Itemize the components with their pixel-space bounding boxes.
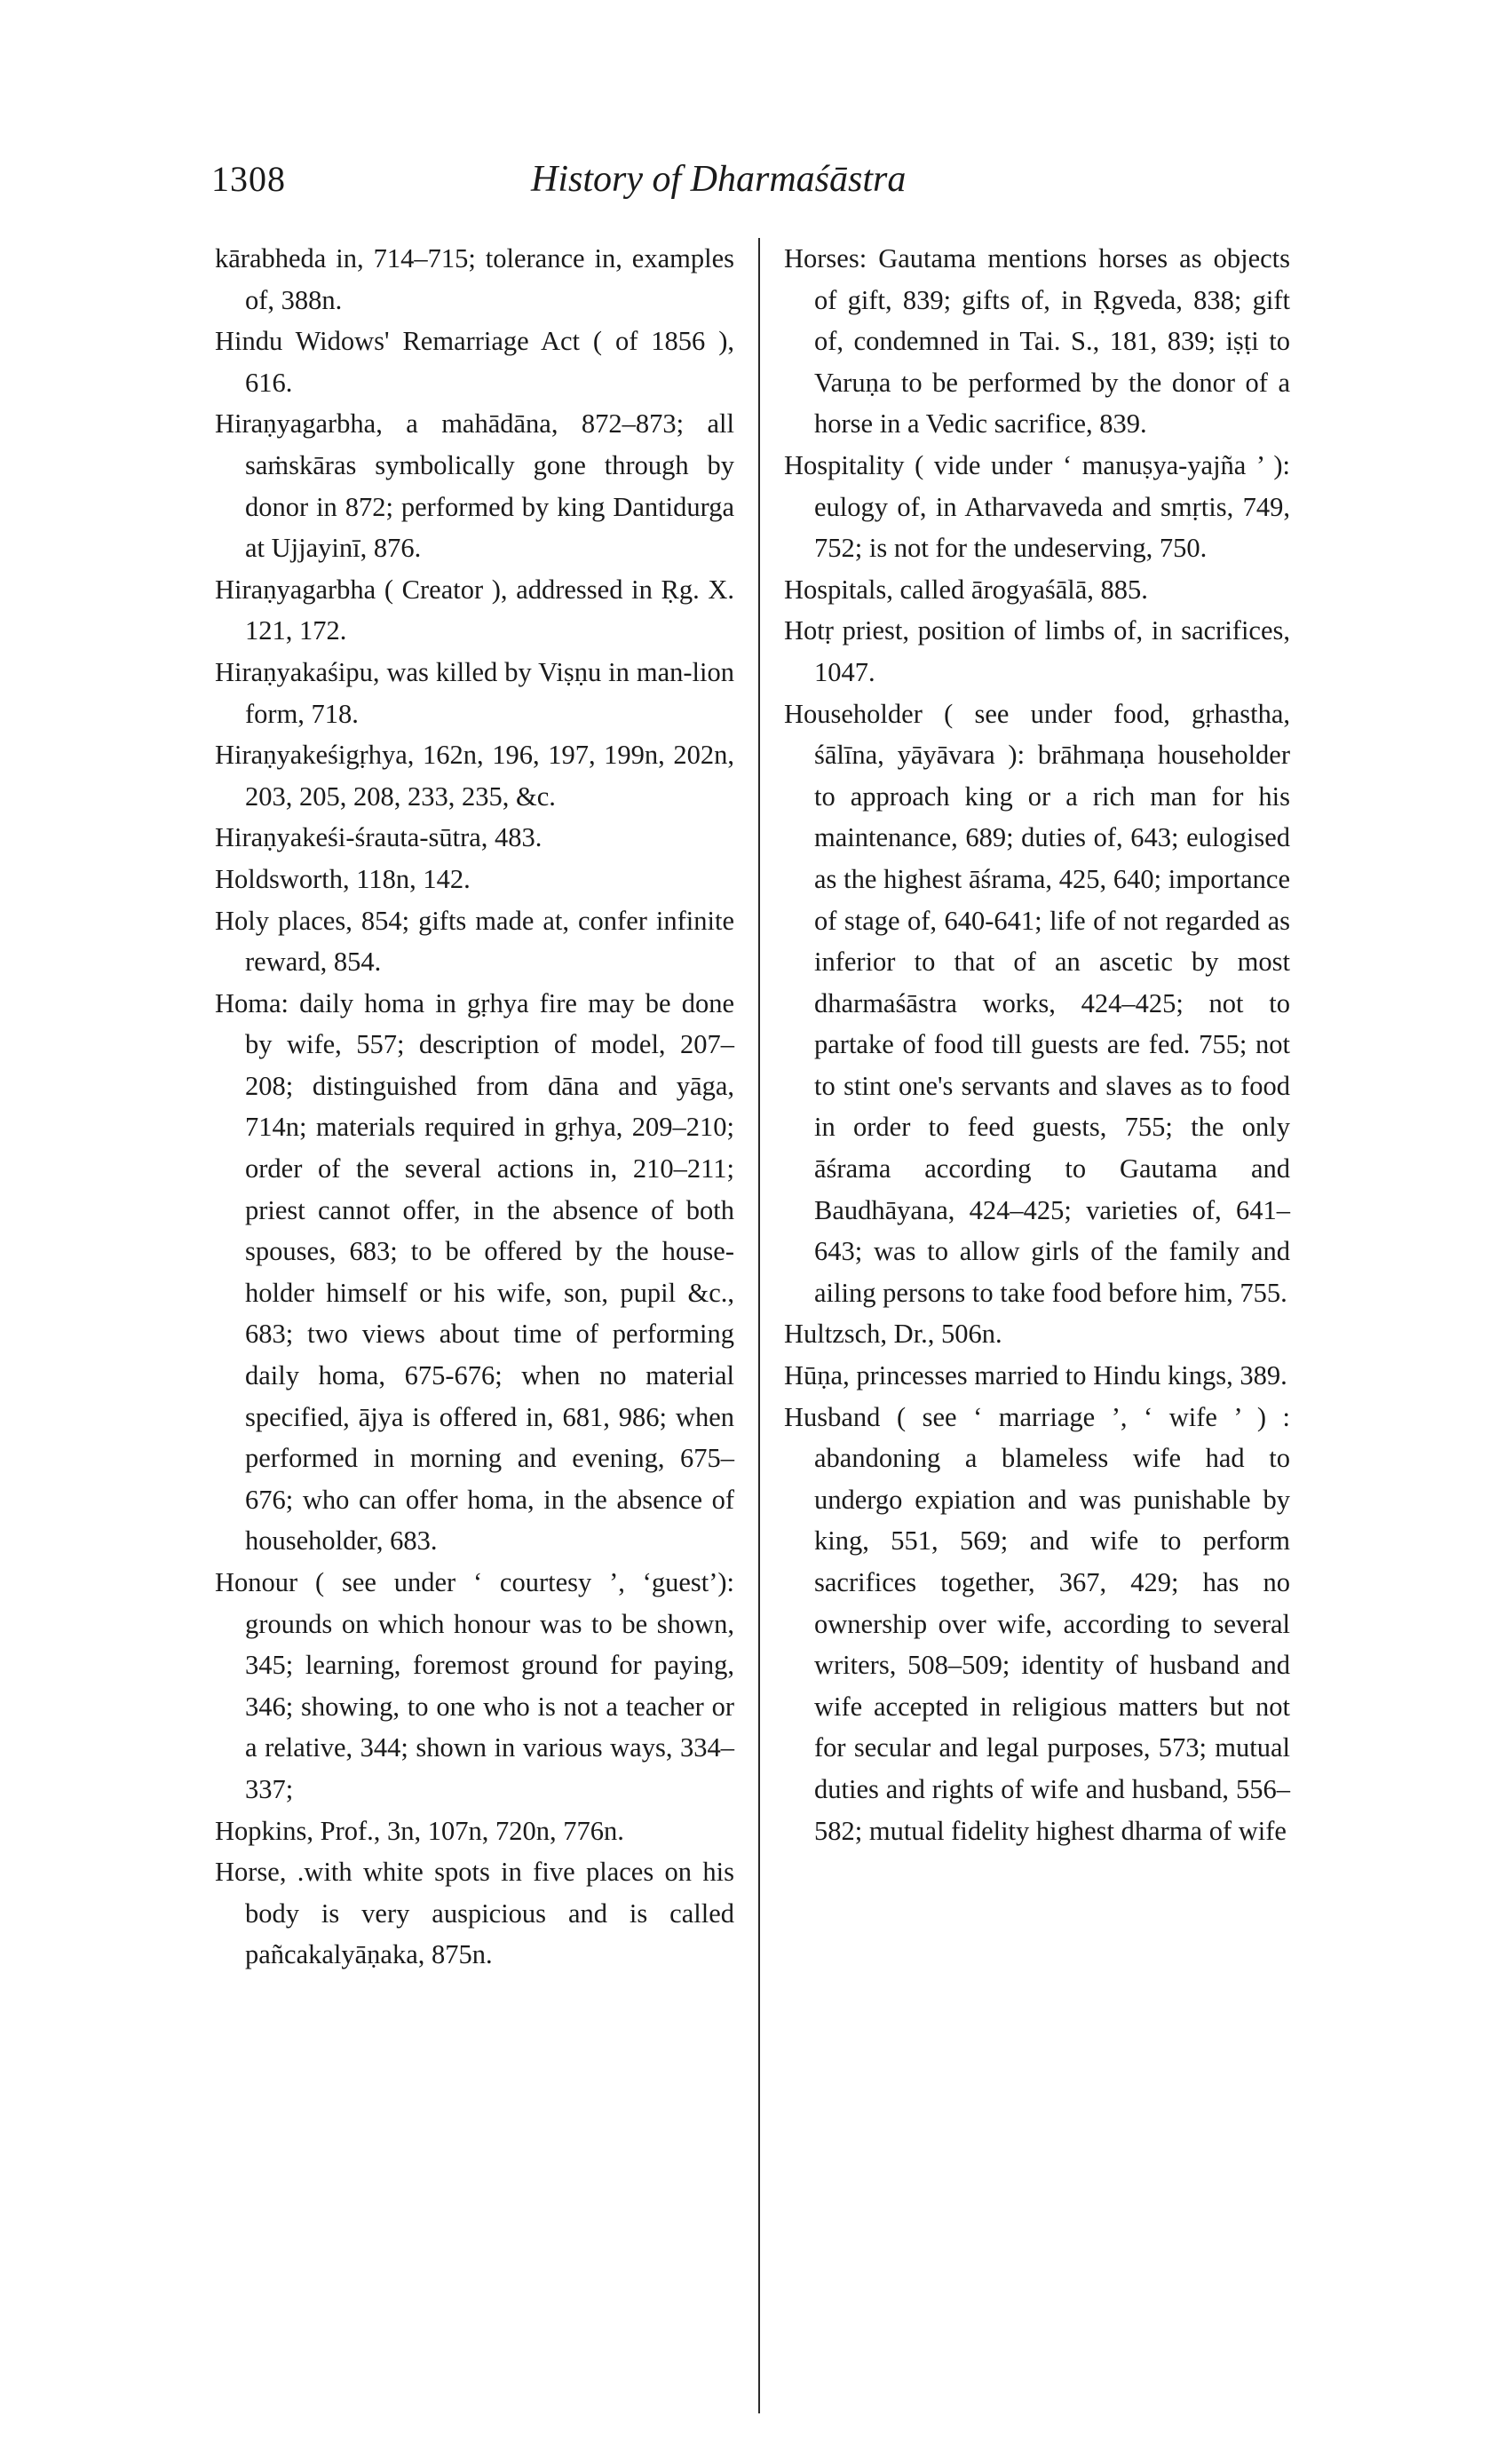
index-entry: Hotṛ priest, position of limbs of, in sacrifices, 1047. (784, 615, 1290, 687)
index-entry: Householder ( see under food, gṛhastha, śālīna, yāyāvara ): brāhmaṇa householder to approach king or a rich man for his maintenance, 689; duties of, 643; eulogised as the highest āśrama, 425, 640; importance of stage of, 640-641; life of not regarded as inferior to that of an ascetic by most dharmaśāstra works, 424–425; not to partake of food till guests are fed. 755; not to stint one's servants and slaves as to food in order to feed guests, 755; the only āśrama according to Gautama and Baudhāyana, 424–425; varieties of, 641–643; was to allow girls of the family and ailing persons to take food before him, 755. (784, 698, 1290, 1308)
index-entry: Hūṇa, princesses married to Hindu kings, 389. (784, 1360, 1287, 1391)
index-entry: Hiraṇyakeśigṛhya, 162n, 196, 197, 199n, 202n, 203, 205, 208, 233, 235, &c. (215, 740, 734, 812)
running-title: History of Dharmaśāstra (531, 159, 907, 200)
index-entry: Husband ( see ‘ marriage ’, ‘ wife ’ ) : abandoning a blameless wife had to undergo expiation and was punishable by king, 551, 569; and wife to perform sacrifices together, 367, 429; has no ownership over wife, according to several writers, 508–509; identity of husband and wife accepted in religious matters but not for secular and legal purposes, 573; mutual duties and rights of wife and husband, 556–582; mutual fidelity highest dharma of wife (784, 1401, 1290, 1846)
column-divider (758, 238, 760, 2413)
index-entry: Honour ( see under ‘ courtesy ’, ‘guest’): grounds on which honour was to be shown, 345; learning, foremost ground for paying, 346; showing, to one who is not a teacher or a relative, 344; shown in various ways, 334–337; (215, 1567, 734, 1804)
index-entry: Hiraṇyagarbha ( Creator ), addressed in Ṛg. X. 121, 172. (215, 574, 734, 646)
index-entry: Hiraṇyakeśi-śrauta-sūtra, 483. (215, 822, 543, 853)
index-entry: Hiraṇyakaśipu, was killed by Viṣṇu in man-lion form, 718. (215, 656, 734, 729)
index-column-right (784, 238, 1290, 1851)
index-entry: Hospitals, called ārogyaśālā, 885. (784, 574, 1148, 605)
index-entry: kārabheda in, 714–715; tolerance in, examples of, 388n. (215, 243, 734, 315)
index-entry: Hospitality ( vide under ‘ manuṣya-yajña ’ ): eulogy of, in Atharvaveda and smṛtis, 749, 752; is not for the undeserving, 750. (784, 449, 1290, 564)
index-entry: Homa: daily homa in gṛhya fire may be done by wife, 557; description of model, 207–208; distinguished from dāna and yāga, 714n; materials required in gṛhya, 209–210; order of the several actions in, 210–211; priest cannot offer, in the absence of both spouses, 683; to be offered by the house-holder himself or his wife, son, pupil &c., 683; two views about time of performing daily homa, 675-676; when no material specified, ājya is offered in, 681, 986; when performed in morning and evening, 675–676; who can offer homa, in the absence of householder, 683. (215, 987, 734, 1557)
index-entry: Horse, .with white spots in five places on his body is very auspicious and is called pañcakalyāṇaka, 875n. (215, 1857, 734, 1970)
index-entry: Holdsworth, 118n, 142. (215, 863, 471, 894)
index-entry: Hindu Widows' Remarriage Act ( of 1856 ), 616. (215, 326, 734, 398)
index-entry: Hiraṇyagarbha, a mahādāna, 872–873; all saṁskāras symbolically gone through by donor in 872; performed by king Dantidurga at Ujjayinī, 876. (215, 408, 734, 564)
index-entry: Holy places, 854; gifts made at, confer infinite reward, 854. (215, 905, 734, 978)
page-number: 1308 (211, 159, 286, 199)
running-head (211, 158, 1277, 211)
index-entry: Hultzsch, Dr., 506n. (784, 1319, 1002, 1350)
index-entry: Horses: Gautama mentions horses as objects of gift, 839; gifts of, in Ṛgveda, 838; gift of, condemned in Tai. S., 181, 839; iṣṭi to Varuṇa to be performed by the donor of a horse in a Vedic sacrifice, 839. (784, 243, 1290, 440)
index-column-left (215, 238, 734, 1976)
index-entry: Hopkins, Prof., 3n, 107n, 720n, 776n. (215, 1815, 624, 1846)
